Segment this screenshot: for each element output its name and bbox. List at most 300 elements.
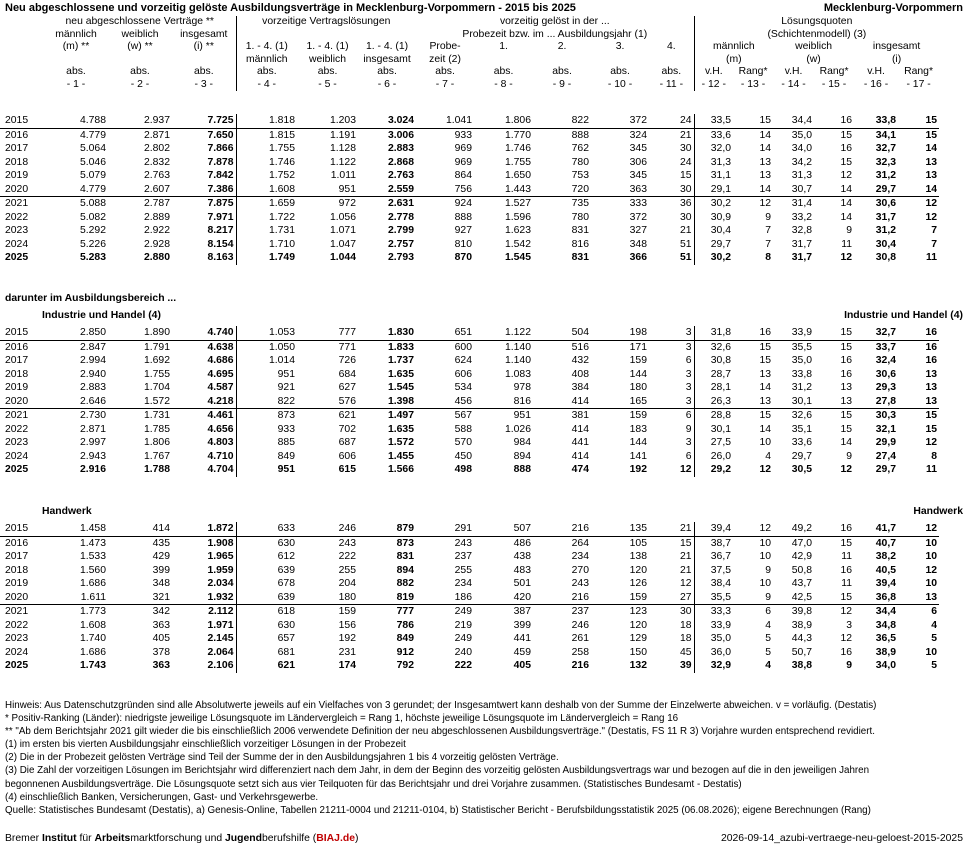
section-hw-title: Handwerk bbox=[42, 506, 92, 517]
value-cell: 6 bbox=[649, 354, 694, 368]
value-cell: 31,3 bbox=[791, 170, 812, 181]
value-cell: 28,1 bbox=[710, 382, 731, 393]
value-cell: 34,4 bbox=[854, 605, 898, 619]
footnote-line: (3) Die Zahl der vorzeitigen Lösungen im Berichtsjahr wird differenziert nach dem Jahr, in dem der Beginn des vorzeitig gelösten Ausbildungsvertrags war und bezogen auf die in den jeweiligen Jahren bbox=[5, 765, 870, 777]
year-cell: 2022 bbox=[5, 619, 29, 631]
value-cell: 14 bbox=[840, 183, 852, 195]
value-cell: 1.560 bbox=[79, 564, 106, 576]
value-cell: 633 bbox=[277, 523, 295, 534]
table-row bbox=[0, 354, 939, 368]
value-cell: 16 bbox=[840, 115, 852, 126]
column-number: - 17 - bbox=[906, 78, 931, 90]
unit-label: abs. bbox=[435, 66, 455, 77]
value-cell: 216 bbox=[571, 523, 589, 534]
value-cell: 1.788 bbox=[143, 464, 170, 475]
value-cell: 1.830 bbox=[387, 327, 414, 338]
table-row bbox=[0, 591, 939, 605]
value-cell: 615 bbox=[338, 464, 356, 475]
value-cell: 171 bbox=[591, 340, 649, 354]
value-cell: 4.788 bbox=[79, 115, 106, 126]
value-cell: 2.922 bbox=[143, 225, 170, 236]
value-cell: 951 bbox=[474, 409, 533, 423]
section-sub-title: darunter im Ausbildungsbereich ... bbox=[5, 293, 177, 304]
value-cell: 1.044 bbox=[329, 252, 356, 263]
value-cell: 12 bbox=[840, 464, 852, 475]
value-cell: 144 bbox=[629, 368, 647, 380]
value-cell: 924 bbox=[416, 197, 474, 211]
value-cell: 192 bbox=[338, 633, 356, 644]
value-cell: 29,2 bbox=[710, 464, 731, 475]
value-cell: 894 bbox=[396, 564, 414, 576]
value-cell: 33,2 bbox=[791, 211, 812, 223]
value-cell: 1.542 bbox=[504, 238, 531, 250]
value-cell: 12 bbox=[840, 633, 852, 644]
value-cell: 18 bbox=[649, 619, 694, 633]
value-cell: 9 bbox=[765, 211, 771, 223]
value-cell: 414 bbox=[571, 395, 589, 407]
table-row bbox=[0, 368, 939, 382]
value-cell: 1.785 bbox=[143, 423, 170, 435]
value-cell: 264 bbox=[533, 536, 591, 550]
year-cell: 2018 bbox=[5, 156, 29, 168]
value-cell: 1.704 bbox=[143, 382, 170, 393]
value-cell: 291 bbox=[454, 523, 472, 534]
value-cell: 933 bbox=[277, 423, 295, 435]
value-cell: 31,2 bbox=[791, 382, 812, 393]
header-group-quota: Lösungsquoten bbox=[781, 16, 853, 27]
value-cell: 34,8 bbox=[875, 619, 896, 631]
table-row bbox=[0, 340, 939, 354]
value-cell: 1.473 bbox=[44, 536, 108, 550]
value-cell: 4.656 bbox=[172, 423, 236, 437]
value-cell: 44,3 bbox=[791, 633, 812, 644]
value-cell: 1.692 bbox=[143, 355, 170, 366]
value-cell: 726 bbox=[338, 355, 356, 366]
value-cell: 30,2 bbox=[710, 252, 731, 263]
value-cell: 651 bbox=[454, 327, 472, 338]
value-cell: 14 bbox=[733, 128, 773, 142]
value-cell: 15 bbox=[814, 536, 854, 550]
value-cell: 1.755 bbox=[143, 368, 170, 380]
value-cell: 150 bbox=[629, 646, 647, 658]
header-e1b: männlich bbox=[245, 53, 288, 65]
value-cell: 888 bbox=[454, 211, 472, 223]
value-cell: 198 bbox=[629, 327, 647, 338]
value-cell: 10 bbox=[759, 437, 771, 448]
value-cell: 159 bbox=[629, 591, 647, 603]
value-cell: 21 bbox=[649, 128, 694, 142]
footnote-line: (2) Die in der Probezeit gelösten Verträge sind Teil der Summe der in den Ausbildungsjahren 1 bis 4 vorzeitig gelösten Verträge. bbox=[5, 752, 559, 764]
value-cell: 30 bbox=[649, 183, 694, 197]
value-cell: 120 bbox=[629, 619, 647, 631]
value-cell: 29,7 bbox=[875, 464, 896, 475]
value-cell: 30 bbox=[649, 142, 694, 156]
value-cell: 13 bbox=[925, 382, 937, 393]
value-cell: 7 bbox=[931, 238, 937, 250]
value-cell: 756 bbox=[454, 183, 472, 195]
value-cell: 30,7 bbox=[791, 183, 812, 195]
value-cell: 34,0 bbox=[875, 660, 896, 671]
value-cell: 1.770 bbox=[474, 128, 533, 142]
table-row bbox=[0, 211, 939, 225]
value-cell: 1.608 bbox=[268, 183, 295, 195]
value-cell: 600 bbox=[416, 340, 474, 354]
unit-label: v.H. bbox=[704, 66, 723, 77]
value-cell: 43,7 bbox=[791, 578, 812, 589]
unit-label: v.H. bbox=[867, 66, 885, 77]
value-cell: 324 bbox=[591, 128, 649, 142]
header-qw1: weiblich bbox=[795, 41, 833, 52]
value-cell: 38,9 bbox=[875, 646, 896, 658]
value-cell: 34,2 bbox=[791, 156, 812, 168]
value-cell: 15 bbox=[649, 169, 694, 183]
value-cell: 9 bbox=[846, 225, 852, 236]
value-cell: 15 bbox=[898, 409, 939, 423]
value-cell: 1.011 bbox=[330, 170, 356, 181]
value-cell: 1.458 bbox=[79, 523, 106, 534]
column-number: - 14 - bbox=[781, 78, 806, 90]
value-cell: 2.763 bbox=[387, 170, 414, 181]
value-cell: 630 bbox=[236, 536, 297, 550]
value-cell: 12 bbox=[925, 564, 937, 576]
value-cell: 261 bbox=[571, 633, 589, 644]
value-cell: 216 bbox=[571, 660, 589, 671]
value-cell: 16 bbox=[840, 564, 852, 576]
value-cell: 2.145 bbox=[172, 632, 236, 646]
unit-label: abs. bbox=[610, 66, 630, 77]
value-cell: 606 bbox=[338, 450, 356, 462]
table-row bbox=[0, 436, 939, 450]
table-row bbox=[0, 142, 939, 156]
value-cell: 15 bbox=[814, 409, 854, 423]
value-cell: 5.064 bbox=[79, 143, 106, 154]
value-cell: 567 bbox=[416, 409, 474, 423]
table-row bbox=[0, 381, 939, 395]
year-cell: 2020 bbox=[5, 591, 29, 603]
value-cell: 4.695 bbox=[172, 368, 236, 382]
value-cell: 384 bbox=[571, 382, 589, 393]
table-row bbox=[0, 423, 939, 437]
value-cell: 624 bbox=[454, 355, 472, 366]
year-cell: 2023 bbox=[5, 225, 29, 236]
value-cell: 34,0 bbox=[791, 143, 812, 154]
footnote-line: Quelle: Statistisches Bundesamt (Destatis), a) Genesis-Online, Tabellen 21211-0004 und 21211-0104, b) Statistischer Bericht - Berufsbildungsstatistik 2025 (06.08.2026); eigene Berechnungen (Rang) bbox=[5, 804, 871, 816]
header-qw2: (w) bbox=[806, 53, 821, 65]
column-number: - 9 - bbox=[552, 78, 572, 90]
value-cell: 435 bbox=[108, 536, 172, 550]
value-cell: 6 bbox=[733, 605, 773, 619]
value-cell: 26,3 bbox=[710, 395, 731, 407]
value-cell: 2.880 bbox=[143, 252, 170, 263]
value-cell: 978 bbox=[513, 382, 531, 393]
value-cell: 12 bbox=[733, 197, 773, 211]
value-cell: 2.928 bbox=[143, 238, 170, 250]
file-name: 2026-09-14_azubi-vertraege-neu-geloest-2015-2025 bbox=[720, 833, 963, 844]
value-cell: 5.046 bbox=[79, 156, 106, 168]
value-cell: 24 bbox=[649, 156, 694, 170]
value-cell: 621 bbox=[277, 660, 295, 671]
value-cell: 13 bbox=[759, 368, 771, 380]
value-cell: 3 bbox=[649, 326, 694, 340]
header-y3: 3. bbox=[615, 41, 625, 52]
value-cell: 13 bbox=[925, 156, 937, 168]
value-cell: 2.943 bbox=[79, 450, 106, 462]
value-cell: 5.088 bbox=[44, 197, 108, 211]
table-handwerk bbox=[0, 522, 939, 673]
value-cell: 1.122 bbox=[504, 327, 531, 338]
value-cell: 2.799 bbox=[387, 225, 414, 236]
year-cell: 2025 bbox=[5, 660, 29, 671]
value-cell: 15 bbox=[925, 423, 937, 435]
table-row bbox=[0, 114, 939, 128]
value-cell: 10 bbox=[759, 551, 771, 562]
value-cell: 816 bbox=[513, 395, 531, 407]
unit-label: abs. bbox=[256, 66, 277, 77]
value-cell: 4.218 bbox=[172, 395, 236, 409]
value-cell: 2.883 bbox=[79, 382, 106, 393]
value-cell: 4 bbox=[765, 619, 771, 631]
value-cell: 7.878 bbox=[172, 156, 236, 170]
unit-label: Rang* bbox=[738, 66, 768, 77]
value-cell: 13 bbox=[840, 395, 852, 407]
value-cell: 1.731 bbox=[108, 409, 172, 423]
value-cell: 255 bbox=[454, 564, 472, 576]
year-cell: 2024 bbox=[5, 646, 29, 658]
value-cell: 819 bbox=[396, 591, 414, 603]
value-cell: 2.871 bbox=[79, 423, 106, 435]
column-number: - 15 - bbox=[821, 78, 847, 90]
value-cell: 2.607 bbox=[143, 183, 170, 195]
value-cell: 534 bbox=[454, 382, 472, 393]
value-cell: 5.292 bbox=[79, 225, 106, 236]
value-cell: 639 bbox=[277, 591, 295, 603]
table-row bbox=[0, 395, 939, 409]
value-cell: 11 bbox=[841, 578, 852, 589]
value-cell: 366 bbox=[629, 252, 647, 263]
value-cell: 249 bbox=[454, 633, 472, 644]
value-cell: 4 bbox=[931, 619, 937, 631]
value-cell: 306 bbox=[629, 156, 647, 168]
value-cell: 4.461 bbox=[172, 409, 236, 423]
value-cell: 1.533 bbox=[79, 551, 106, 562]
year-cell: 2020 bbox=[5, 183, 29, 195]
value-cell: 30 bbox=[649, 211, 694, 225]
value-cell: 123 bbox=[591, 605, 649, 619]
value-cell: 1.752 bbox=[268, 170, 295, 181]
value-cell: 405 bbox=[513, 660, 531, 671]
value-cell: 31,2 bbox=[875, 170, 896, 181]
value-cell: 348 bbox=[629, 238, 647, 250]
value-cell: 31,3 bbox=[710, 156, 731, 168]
value-cell: 1.398 bbox=[387, 395, 414, 407]
year-cell: 2021 bbox=[0, 197, 44, 211]
value-cell: 36,7 bbox=[710, 551, 731, 562]
value-cell: 9 bbox=[765, 591, 771, 603]
value-cell: 780 bbox=[571, 211, 589, 223]
value-cell: 35,0 bbox=[791, 355, 812, 366]
value-cell: 32,8 bbox=[791, 225, 812, 236]
value-cell: 951 bbox=[338, 183, 356, 195]
value-cell: 7 bbox=[765, 238, 771, 250]
value-cell: 1.041 bbox=[445, 115, 472, 126]
value-cell: 810 bbox=[454, 238, 472, 250]
value-cell: 31,7 bbox=[875, 211, 896, 223]
value-cell: 7.866 bbox=[172, 142, 236, 156]
value-cell: 15 bbox=[733, 340, 773, 354]
value-cell: 37,5 bbox=[710, 564, 731, 576]
value-cell: 951 bbox=[277, 368, 295, 380]
value-cell: 7 bbox=[765, 225, 771, 236]
value-cell: 243 bbox=[416, 536, 474, 550]
value-cell: 4.638 bbox=[172, 340, 236, 354]
value-cell: 12 bbox=[759, 464, 771, 475]
value-cell: 831 bbox=[396, 551, 414, 562]
value-cell: 21 bbox=[649, 522, 694, 536]
value-cell: 16 bbox=[840, 368, 852, 380]
value-cell: 7.650 bbox=[172, 128, 236, 142]
value-cell: 32,9 bbox=[710, 660, 731, 671]
org-name: Bremer Institut für Arbeitsmarktforschung und Jugendberufshilfe (BIAJ.de) bbox=[5, 833, 359, 844]
value-cell: 2.850 bbox=[79, 327, 106, 338]
value-cell: 12 bbox=[840, 170, 852, 181]
value-cell: 32,4 bbox=[875, 355, 896, 366]
value-cell: 576 bbox=[338, 395, 356, 407]
value-cell: 399 bbox=[513, 619, 531, 631]
unit-label: abs. bbox=[493, 66, 514, 77]
value-cell: 14 bbox=[814, 197, 854, 211]
footnotes bbox=[5, 699, 965, 817]
value-cell: 3 bbox=[846, 619, 852, 631]
year-cell: 2016 bbox=[0, 536, 44, 550]
header-m2: (m) ** bbox=[62, 41, 90, 52]
value-cell: 873 bbox=[358, 536, 416, 550]
year-cell: 2017 bbox=[5, 551, 29, 562]
value-cell: 120 bbox=[629, 564, 647, 576]
value-cell: 5 bbox=[765, 633, 771, 644]
value-cell: 38,2 bbox=[875, 551, 896, 562]
value-cell: 51 bbox=[649, 238, 694, 252]
table-row bbox=[0, 169, 939, 183]
value-cell: 138 bbox=[629, 551, 647, 562]
value-cell: 31,2 bbox=[875, 225, 896, 236]
year-cell: 2023 bbox=[5, 437, 29, 448]
value-cell: 7.842 bbox=[172, 169, 236, 183]
value-cell: 921 bbox=[277, 382, 295, 393]
table-row bbox=[0, 522, 939, 536]
value-cell: 50,7 bbox=[791, 646, 812, 658]
year-cell: 2016 bbox=[0, 128, 44, 142]
column-number: - 10 - bbox=[607, 78, 633, 90]
value-cell: 870 bbox=[454, 252, 472, 263]
header-e2a: 1. - 4. (1) bbox=[306, 41, 349, 52]
year-cell: 2022 bbox=[5, 423, 29, 435]
value-cell: 1.971 bbox=[172, 619, 236, 633]
value-cell: 657 bbox=[277, 633, 295, 644]
header-p1: Probe- bbox=[429, 41, 461, 52]
value-cell: 30,2 bbox=[694, 197, 733, 211]
column-number: - 3 - bbox=[172, 79, 236, 92]
value-cell: 38,7 bbox=[694, 536, 733, 550]
value-cell: 26,0 bbox=[710, 450, 731, 462]
table-row bbox=[0, 550, 939, 564]
value-cell: 735 bbox=[533, 197, 591, 211]
value-cell: 984 bbox=[513, 437, 531, 448]
value-cell: 174 bbox=[338, 660, 356, 671]
table-industrie-handel bbox=[0, 326, 939, 477]
value-cell: 255 bbox=[338, 564, 356, 576]
year-cell: 2021 bbox=[0, 409, 44, 423]
value-cell: 2.940 bbox=[79, 368, 106, 380]
footnote-line: (4) einschließlich Banken, Versicherungen, Gast- und Verkehrsgewerbe. bbox=[5, 791, 319, 803]
value-cell: 372 bbox=[629, 211, 647, 223]
value-cell: 4.704 bbox=[172, 463, 236, 477]
value-cell: 13 bbox=[925, 591, 937, 603]
value-cell: 333 bbox=[591, 197, 649, 211]
value-cell: 192 bbox=[629, 464, 647, 475]
value-cell: 30,9 bbox=[710, 211, 731, 223]
value-cell: 4.803 bbox=[172, 436, 236, 450]
value-cell: 9 bbox=[765, 564, 771, 576]
value-cell: 1.737 bbox=[387, 355, 414, 366]
value-cell: 237 bbox=[533, 605, 591, 619]
value-cell: 456 bbox=[454, 395, 472, 407]
column-number: - 7 - bbox=[435, 78, 455, 90]
value-cell: 1.014 bbox=[268, 355, 295, 366]
value-cell: 35,5 bbox=[773, 340, 814, 354]
value-cell: 606 bbox=[454, 368, 472, 380]
value-cell: 1.191 bbox=[297, 128, 358, 142]
value-cell: 30,1 bbox=[710, 423, 731, 435]
value-cell: 2.631 bbox=[358, 197, 416, 211]
value-cell: 507 bbox=[513, 523, 531, 534]
value-cell: 16 bbox=[925, 355, 937, 366]
value-cell: 2.883 bbox=[387, 143, 414, 154]
value-cell: 5 bbox=[931, 660, 937, 671]
table-row bbox=[0, 619, 939, 633]
value-cell: 1.047 bbox=[329, 238, 356, 250]
value-cell: 4.779 bbox=[79, 183, 106, 195]
value-cell: 1.050 bbox=[236, 340, 297, 354]
value-cell: 204 bbox=[338, 578, 356, 589]
value-cell: 1.026 bbox=[504, 423, 531, 435]
value-cell: 399 bbox=[152, 564, 170, 576]
table-row bbox=[0, 224, 939, 238]
value-cell: 33,9 bbox=[791, 327, 812, 338]
value-cell: 243 bbox=[571, 578, 589, 589]
value-cell: 2.997 bbox=[79, 437, 106, 448]
value-cell: 5.079 bbox=[79, 170, 106, 181]
value-cell: 4.686 bbox=[172, 354, 236, 368]
header-m1: männlich bbox=[55, 28, 97, 40]
value-cell: 15 bbox=[759, 355, 771, 366]
value-cell: 1.710 bbox=[268, 238, 295, 250]
value-cell: 40,7 bbox=[854, 536, 898, 550]
value-cell: 1.566 bbox=[387, 464, 414, 475]
value-cell: 29,3 bbox=[875, 382, 896, 393]
value-cell: 21 bbox=[649, 224, 694, 238]
biaj-link[interactable]: BIAJ.de bbox=[316, 833, 355, 844]
value-cell: 8 bbox=[931, 450, 937, 462]
section-ih-title-right: Industrie und Handel (4) bbox=[844, 310, 963, 321]
value-cell: 11 bbox=[926, 252, 937, 263]
value-cell: 1.767 bbox=[143, 450, 170, 462]
value-cell: 5 bbox=[765, 646, 771, 658]
value-cell: 10 bbox=[898, 536, 939, 550]
footer bbox=[5, 833, 963, 844]
value-cell: 30 bbox=[649, 605, 694, 619]
value-cell: 10 bbox=[925, 646, 937, 658]
value-cell: 32,7 bbox=[875, 143, 896, 154]
